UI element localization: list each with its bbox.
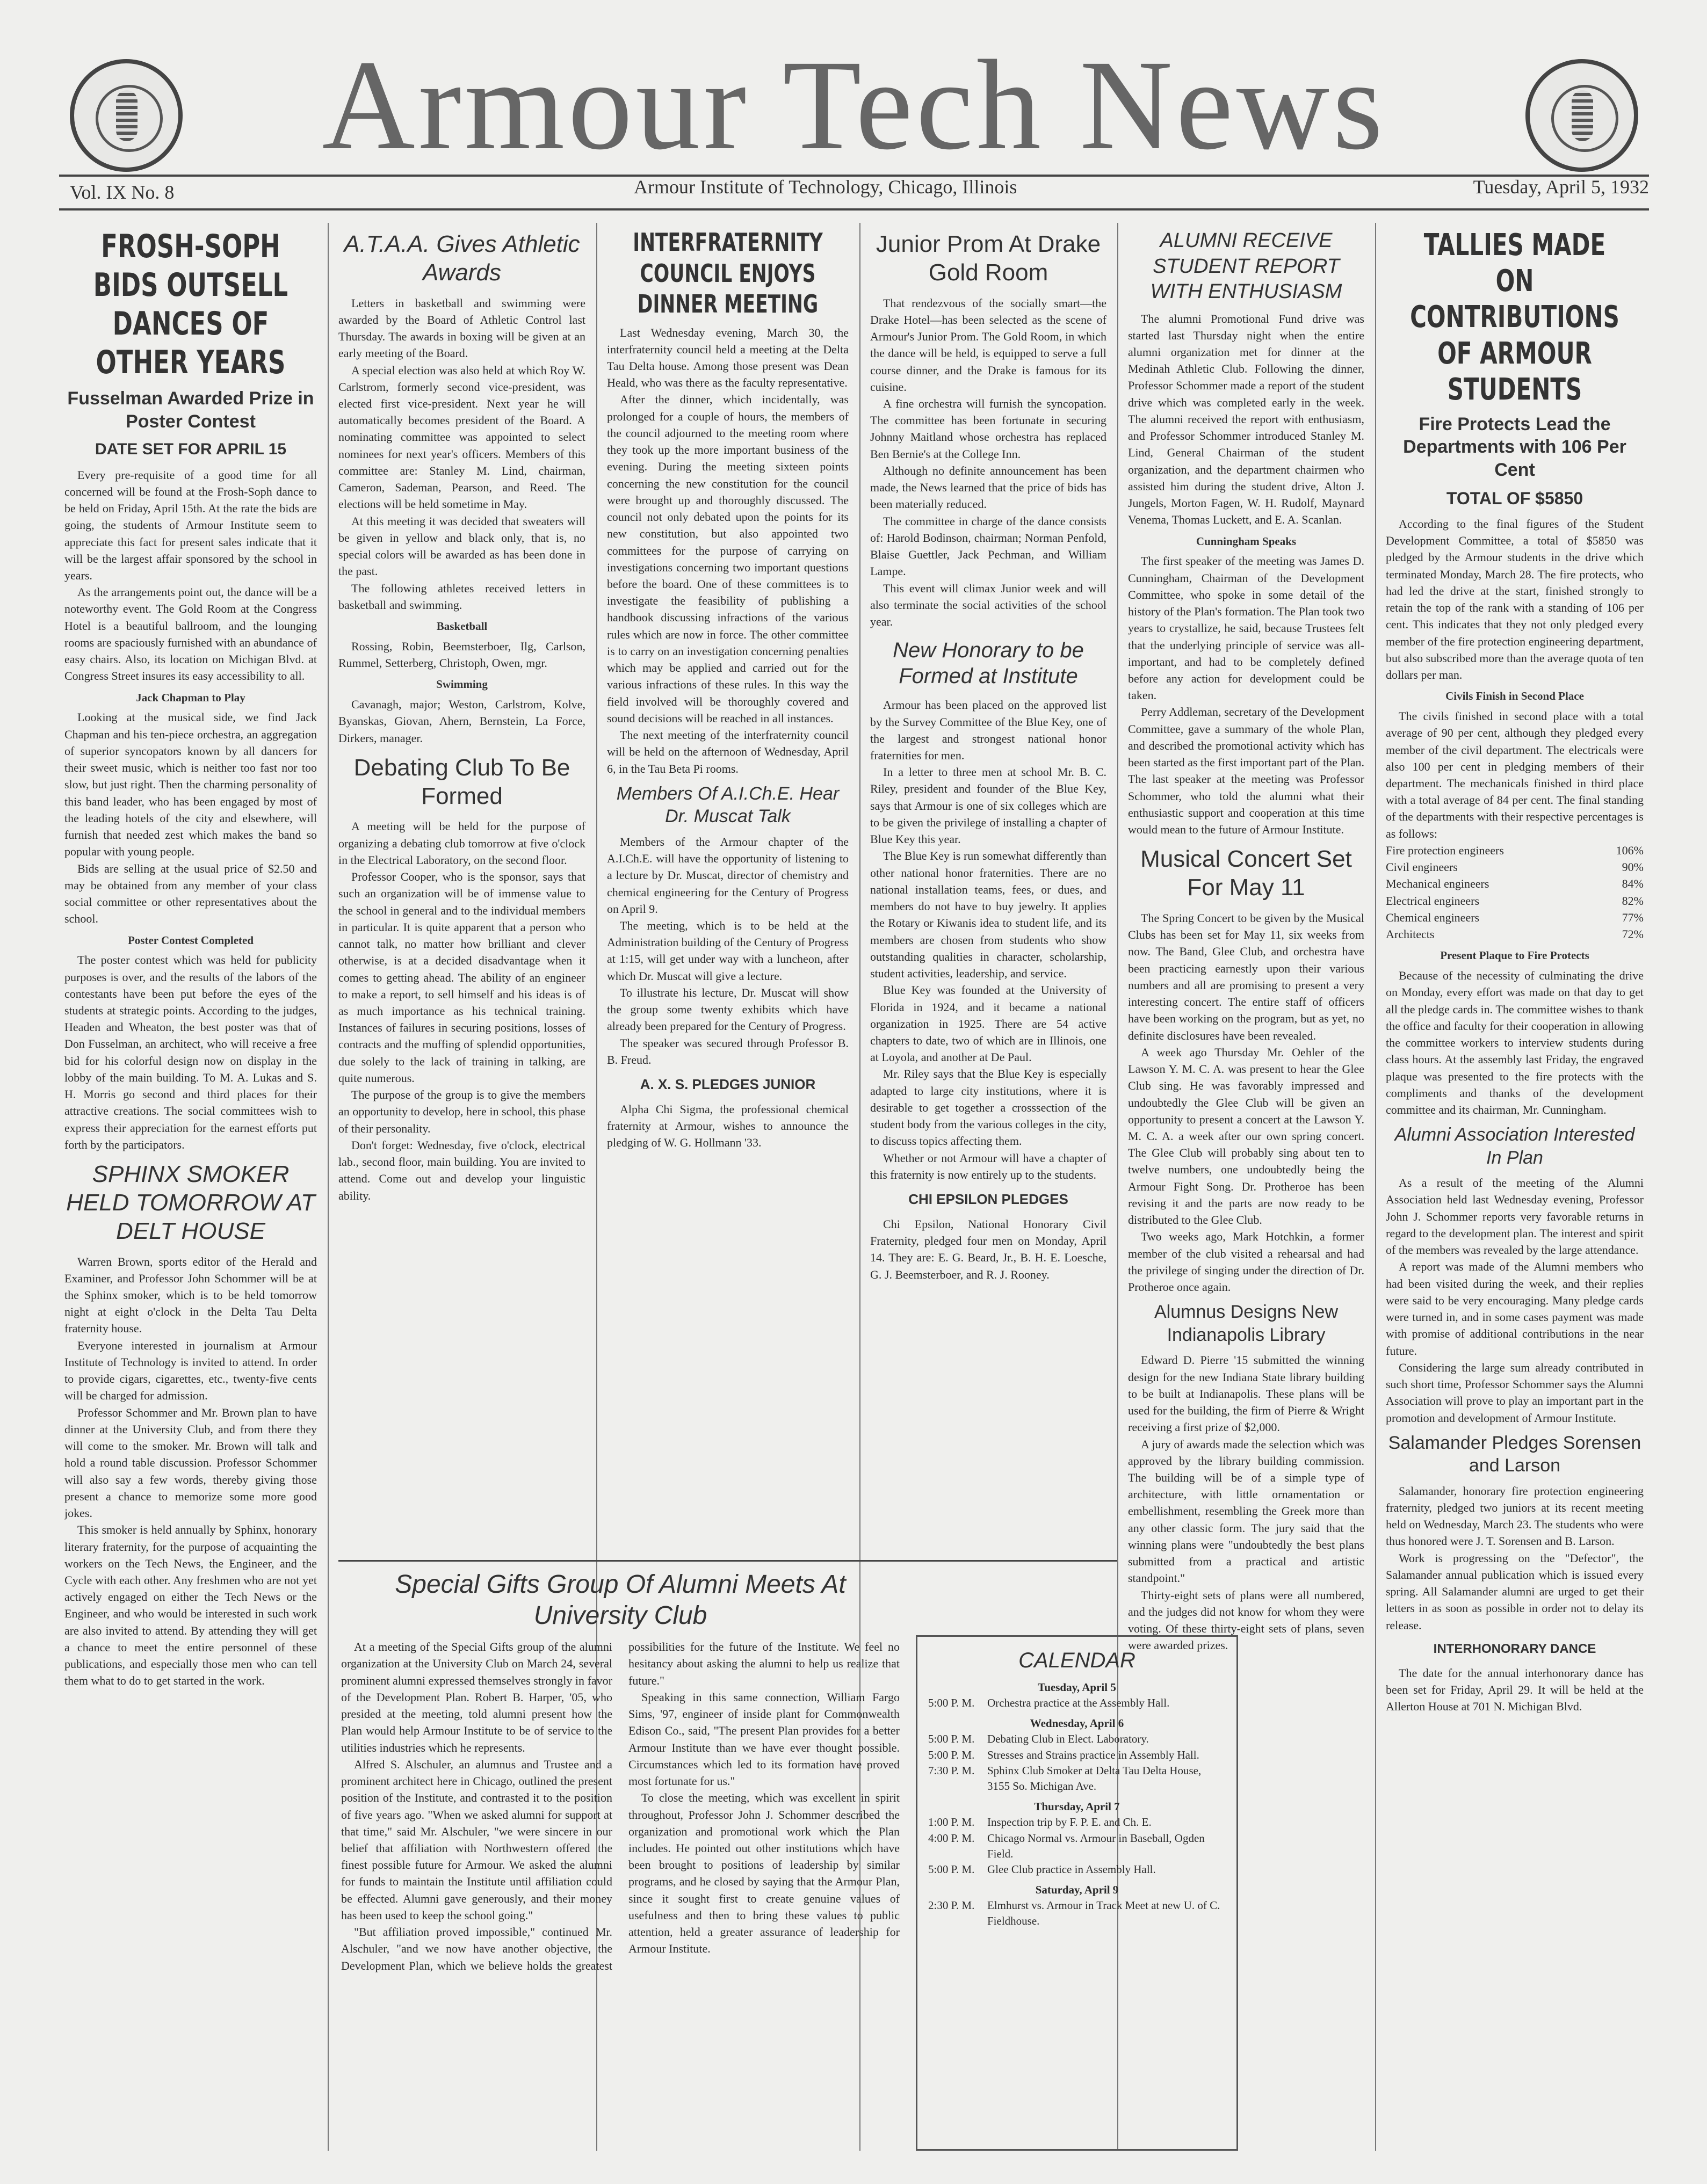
paragraph: A week ago Thursday Mr. Oehler of the Lawson Y. M. C. A. was present to hear the Glee Club sing. He was favorably impressed and undoubtedly the Glee Club will be given an opportunity to present a concert at the Lawson Y. M. C. A. a week after our own spring concert. The Glee Club will probably sing about ten to twelve numbers, one undoubtedly being the Armour Fight Song. Dr. Protheroe has been revising it and the parts are now ready to be distributed to the Glee Club.	[1128, 1045, 1364, 1227]
paragraph: Although no definite announcement has been made, the News learned that the price of bids has been materially reduced.	[870, 463, 1106, 511]
paragraph: Salamander, honorary fire protection engineering fraternity, pledged two juniors at its recent meeting held on Wednesday, March 23. The students who were thus honored were J. T. Sorensen and B. Larson.	[1386, 1484, 1644, 1548]
column-4	[870, 223, 1106, 1630]
standings-row	[1386, 875, 1644, 892]
paragraph: Rossing, Robin, Beemsterboer, Ilg, Carlson, Rummel, Setterberg, Christoph, Owen, mgr.	[338, 639, 585, 670]
paragraph: Letters in basketball and swimming were awarded by the Board of Athletic Control last Thursday. The awards in boxing will be given at an early meeting of the Board.	[338, 296, 585, 360]
paragraph: Professor Schommer and Mr. Brown plan to have dinner at the University Club, and from there they will come to the smoker. Mr. Brown will talk and hold a round table discussion. Professor Schommer will also say a few words, thereby giving those present a chance to memorize some more good jokes.	[64, 1405, 317, 1520]
headline-debating-club: Debating Club To Be Formed	[353, 754, 570, 809]
subhead: Poster Contest Completed	[127, 933, 254, 947]
paragraph: A fine orchestra will furnish the syncopation. The committee has been fortunate in securing Johnny Maitland whose orchestra has replaced Ben Bernie's at the College Inn.	[870, 397, 1106, 461]
paragraph: The civils finished in second place with a total average of 90 per cent, although they pledged every member of the civil department. The electricals were also 100 per cent in pledging members of their department. The mechanicals finished in third place with a total average of 84 per cent. The final standing of the departments with their respective percentages is as follows:	[1386, 709, 1644, 840]
subhead: Cunningham Speaks	[1196, 534, 1297, 548]
issue-info-bar	[59, 175, 1649, 207]
paragraph: The speaker was secured through Professor B. B. Freud.	[607, 1036, 849, 1066]
headline-junior-prom: Junior Prom At Drake Gold Room	[876, 231, 1101, 286]
paragraph: According to the final figures of the Student Development Committee, a total of $5850 was pledged by the Armour students in the drive which terminated Monday, March 28. The fire protects, who had led the drive at the start, finished strongly to retain the top of the rank with a standing of 106 per cent. This indicates that they not only pledged every member of the fire protection engineering department, but also subscribed more than the average quota of ten dollars per man.	[1386, 517, 1644, 681]
paragraph: The next meeting of the interfraternity council will be held on the afternoon of Wednesday, April 6, in the Tau Beta Pi rooms.	[607, 728, 849, 775]
event-time: 5:00 P. M.	[928, 1732, 975, 1746]
newspaper-title: Armour Tech News	[322, 33, 1386, 176]
headline-axs: A. X. S. PLEDGES JUNIOR	[640, 1076, 816, 1093]
department-percent: 77%	[1622, 910, 1644, 924]
paragraph: Members of the Armour chapter of the A.I.Ch.E. will have the opportunity of listening to a lecture by Dr. Muscat, director of chemistry and chemical engineering for the Century of Progress on April 9.	[607, 835, 849, 916]
masthead-rule-bottom	[59, 208, 1649, 211]
masthead	[59, 16, 1649, 193]
newspaper-page	[59, 16, 1649, 2164]
department-name: Chemical engineers	[1386, 910, 1480, 924]
paragraph: As a result of the meeting of the Alumni Association held last Wednesday evening, Professor John J. Schommer reports very favorable returns in regard to the development plan. The interest and spirit of the members was revealed by the large attendance.	[1386, 1176, 1644, 1257]
paragraph: Don't forget: Wednesday, five o'clock, electrical lab., second floor, main building. You are invited to attend. Come out and develop your linguistic ability.	[338, 1138, 585, 1202]
calendar-day: Thursday, April 7	[1034, 1800, 1120, 1813]
department-name: Mechanical engineers	[1386, 877, 1489, 891]
headline-athletic-awards: A.T.A.A. Gives Athletic Awards	[344, 231, 580, 286]
paragraph: Alfred S. Alschuler, an alumnus and Trustee and a prominent architect here in Chicago, outlined the present position of the Institute, and contrasted it to the position of five years ago. "When we asked alumni for support at that time," said Mr. Alschuler, "we were sincere in our belief that affiliation with Northwestern offered the finest possible future for Armour. We asked the alumni for funds to maintain the Institute until affiliation could be effected. Alumni gave generously, and their money has been used to keep the school going."	[341, 1757, 612, 1922]
column-divider	[1375, 223, 1376, 2151]
issue-date: Tuesday, April 5, 1932	[1473, 176, 1649, 198]
paragraph: Chi Epsilon, National Honorary Civil Fraternity, pledged four men on Monday, April 14. They are: E. G. Beard, Jr., B. H. E. Loesche, G. J. Beemsterboer, and R. J. Rooney.	[870, 1217, 1106, 1281]
paragraph: Perry Addleman, secretary of the Development Committee, gave a summary of the whole Plan, and described the promotional activity which has been started as the first important part of the Plan. The last speaker at the meeting was Professor Schommer, who told the alumni what their enthusiastic support and cooperation at this time would mean to the future of Armour Institute.	[1128, 705, 1364, 837]
event-text: Debating Club in Elect. Laboratory.	[987, 1732, 1149, 1746]
headline-chi-epsilon: CHI EPSILON PLEDGES	[908, 1191, 1068, 1208]
paragraph: Warren Brown, sports editor of the Herald and Examiner, and Professor John Schommer will be at the Sphinx smoker, which is to be held tomorrow night at eight o'clock in the Delta Tau Delta fraternity house.	[64, 1254, 317, 1336]
headline-aiche: Members Of A.I.Ch.E. Hear Dr. Muscat Talk	[616, 783, 840, 827]
subhead: Swimming	[436, 678, 488, 691]
volume-number: Vol. IX No. 8	[70, 182, 175, 203]
paragraph: This event will climax Junior week and will also terminate the social activities of the school year.	[870, 581, 1106, 629]
standings-row	[1386, 926, 1644, 942]
column-5	[1128, 223, 1364, 2156]
paragraph: Speaking in this same connection, William Fargo Sims, '97, engineer of inside plant for Commonwealth Edison Co., said, "The present Plan provides for a better Armour Institute than we have ever thought possible. Circumstances which led to its formation have proved most fortunate for us."	[628, 1690, 900, 1788]
column-1	[64, 223, 317, 2156]
deck-poster-contest: Fusselman Awarded Prize in Poster Contest	[67, 388, 314, 432]
institute-seal-left	[70, 59, 183, 172]
publisher-place: Armour Institute of Technology, Chicago, Illinois	[634, 176, 1017, 198]
event-time: 4:00 P. M.	[928, 1831, 975, 1845]
standings-row	[1386, 893, 1644, 909]
headline-special-gifts: Special Gifts Group Of Alumni Meets At University Club	[395, 1570, 846, 1630]
paragraph: Edward D. Pierre '15 submitted the winning design for the new Indiana State library building to be built at Indianapolis. These plans will be used for the building, the firm of Pierre & Wright receiving a first prize of $2,000.	[1128, 1353, 1364, 1434]
subhead: Present Plaque to Fire Protects	[1440, 949, 1589, 962]
department-name: Fire protection engineers	[1386, 843, 1504, 857]
headline-salamander: Salamander Pledges Sorensen and Larson	[1388, 1432, 1641, 1476]
event-text: Glee Club practice in Assembly Hall.	[987, 1863, 1156, 1876]
department-name: Architects	[1386, 927, 1435, 941]
event-time: 7:30 P. M.	[928, 1764, 975, 1777]
headline-alumni-association: Alumni Association Interested In Plan	[1394, 1124, 1635, 1168]
event-text: Orchestra practice at the Assembly Hall.	[987, 1696, 1170, 1710]
calendar-title: CALENDAR	[1018, 1649, 1135, 1672]
paragraph: At this meeting it was decided that sweaters will be given in yellow and black only, that is, no special colors will be awarded as has been done in the past.	[338, 514, 585, 578]
paragraph: Thirty-eight sets of plans were all numbered, and the judges did not know for whom they were voting. Of these thirty-eight sets of plans, seven were awarded prizes.	[1128, 1588, 1364, 1652]
department-name: Civil engineers	[1386, 860, 1458, 874]
headline-frosh-soph: FROSH-SOPH BIDS OUTSELL DANCES OF OTHER YEARS	[93, 228, 288, 381]
subhead: Basketball	[436, 620, 488, 633]
paragraph: In a letter to three men at school Mr. B. C. Riley, president and founder of the Blue Key, says that Armour is one of six colleges which are to be given the privilege of installing a chapter of Blue Key this year.	[870, 765, 1106, 846]
department-percent: 106%	[1616, 843, 1644, 857]
calendar-day: Saturday, April 9	[1035, 1883, 1119, 1896]
event-text: Stresses and Strains practice in Assembly Hall.	[987, 1748, 1199, 1761]
headline-alumni-receive: ALUMNI RECEIVE STUDENT REPORT WITH ENTHUSIASM	[1150, 229, 1342, 303]
headline-sphinx-smoker: SPHINX SMOKER HELD TOMORROW AT DELT HOUSE	[66, 1161, 315, 1244]
paragraph: The purpose of the group is to give the members an opportunity to develop, here in school, this phase of their personality.	[338, 1088, 585, 1135]
calendar-day: Tuesday, April 5	[1038, 1681, 1116, 1694]
paragraph: Whether or not Armour will have a chapter of this fraternity is now entirely up to the students.	[870, 1151, 1106, 1181]
column-6	[1386, 223, 1644, 2156]
department-percent: 72%	[1622, 927, 1644, 941]
paragraph: "But affiliation proved impossible," continued Mr. Alschuler, "and we now have another objective, the Development Plan, which we believe holds the greatest possibilities for the future of the Institute. We feel no hesitancy about asking the alumni to help us realize that future."	[341, 1640, 900, 1972]
paragraph: Considering the large sum already contributed in such short time, Professor Schommer says the Alumni Association will prove to play an important part in the promotion and development of Armour Institute.	[1386, 1360, 1644, 1425]
paragraph: Everyone interested in journalism at Armour Institute of Technology is invited to attend. In order to provide cigars, cigarettes, etc., twenty-five cents will be charged for admission.	[64, 1338, 317, 1403]
standings-row	[1386, 859, 1644, 875]
paragraph: Every pre-requisite of a good time for all concerned will be found at the Frosh-Soph dance to be held on Friday, April 15th. At the rate the bids are going, the students of Armour Institute seem to appreciate this fact for present sales indicate that it will be the largest affair sponsored by the school in years.	[64, 468, 317, 582]
calendar-day: Wednesday, April 6	[1030, 1716, 1124, 1730]
article-special-gifts	[341, 1562, 900, 2158]
paragraph: Blue Key was founded at the University of Florida in 1924, and it became a national organization in 1925. There are 54 active chapters to date, two of which are in Illinois, one at Loyola, and another at De Paul.	[870, 983, 1106, 1064]
headline-musical-concert: Musical Concert Set For May 11	[1140, 846, 1352, 901]
institute-seal-right	[1525, 59, 1638, 172]
headline-tallies: TALLIES MADE ON CONTRIBUTIONS OF ARMOUR STUDENTS	[1410, 228, 1619, 407]
headline-alumnus-library: Alumnus Designs New Indianapolis Library	[1154, 1302, 1339, 1345]
paragraph: Alpha Chi Sigma, the professional chemical fraternity at Armour, wishes to announce the pledging of W. G. Hollmann '33.	[607, 1102, 849, 1150]
standings-row	[1386, 909, 1644, 926]
column-divider	[328, 223, 329, 2151]
column-2	[338, 223, 585, 1555]
event-time: 5:00 P. M.	[928, 1748, 975, 1761]
paragraph: The meeting, which is to be held at the Administration building of the Century of Progress at 1:15, will get under way with a luncheon, after which Dr. Muscat will give a lecture.	[607, 919, 849, 983]
event-text: Chicago Normal vs. Armour in Baseball, Ogden Field.	[987, 1831, 1205, 1860]
paragraph: After the dinner, which incidentally, was prolonged for a couple of hours, the members of the council adjourned to the meeting room where they took up the more important business of the evening. During the meeting sixteen points concerning the new constitution for the council were brought up and thoroughly discussed. The council not only debated upon the points for its new constitution, but also appointed two committees for the purpose of carrying on investigations concerning two important questions before the board. One of these committees is to investigate the feasibility of publishing a handbook discussing infractions of the various rules which are now in force. The other committee is to carry on an investigation concerning penalties which may be applied and carried out for the various infractions of these rules. In this way the field involved will be thoroughly covered and sound decisions will be reached in all instances.	[607, 393, 849, 725]
paragraph: The poster contest which was held for publicity purposes is over, and the results of the labors of the contestants have been put before the eyes of the students at strategic points. According to the judges, Headen and Wheaton, the best poster was that of Don Fusselman, an architect, who will receive a free bid for his colorful design now on display in the lobby of the main building. To M. A. Lukas and S. H. Morris go second and third places for their attractive creations. The social committees wish to express their appreciation for the earnest efforts put forth by the participators.	[64, 953, 317, 1151]
paragraph: Cavanagh, major; Weston, Carlstrom, Kolve, Byanskas, Giovan, Ahern, Bernstein, La Force, Dirkers, manager.	[338, 698, 585, 745]
event-text: Elmhurst vs. Armour in Track Meet at new U. of C. Fieldhouse.	[987, 1899, 1220, 1928]
paragraph: The first speaker of the meeting was James D. Cunningham, Chairman of the Development Committee, who spoke in some detail of the history of the Plan's formation. The Plan took two years to crystallize, he said, because Trustees felt that the underlying principle of service was all-important, and had to be completely defined before any action for development could be taken.	[1128, 554, 1364, 702]
event-time: 5:00 P. M.	[928, 1696, 975, 1710]
paragraph: A report was made of the Alumni members who had been visited during the week, and their replies were said to be very encouraging. Many pledge cards were turned in, and in some cases payment was made with promise of additional contributions in the near future.	[1386, 1260, 1644, 1358]
event-time: 1:00 P. M.	[928, 1816, 975, 1829]
paragraph: The committee in charge of the dance consists of: Harold Bodinson, chairman; Norman Penfold, Blaise Guettler, Jack Pechman, and William Lampe.	[870, 514, 1106, 578]
standings-row	[1386, 842, 1644, 859]
paragraph: Two weeks ago, Mark Hotchkin, a former member of the club visited a rehearsal and had the privilege of singing under the direction of Dr. Protheroe once again.	[1128, 1230, 1364, 1294]
headline-new-honorary: New Honorary to be Formed at Institute	[893, 638, 1084, 688]
event-time: 2:30 P. M.	[928, 1899, 975, 1912]
paragraph: As the arrangements point out, the dance will be a noteworthy event. The Gold Room at the Congress Hotel is a beautiful ballroom, and the lounging rooms are spaciously furnished with an abundance of easy chairs. Also, its location on Michigan Blvd. at Congress Street insures its easy accessibility to all.	[64, 585, 317, 683]
department-percent: 84%	[1622, 877, 1644, 891]
paragraph: Work is progressing on the "Defector", the Salamander annual publication which is issued every spring. All Salamander alumni are urged to get their letters in as soon as possible in order not to delay its release.	[1386, 1551, 1644, 1632]
paragraph: Looking at the musical side, we find Jack Chapman and his ten-piece orchestra, an aggregation of superior syncopators known by all dancers for their sweet music, which is neither too fast nor too slow, but just right. Then the charming personality of this band leader, who has been engaged by most of the leading hotels of the city and elsewhere, will furnish that needed zest which makes the band so popular with young people.	[64, 710, 317, 859]
paragraph: At a meeting of the Special Gifts group of the alumni organization at the University Club on March 24, several prominent alumni expressed themselves strongly in favor of the Development Plan. Robert B. Harper, '05, who presided at the meeting, told alumni present how the Plan would help Armour Institute to be of service to the utilities industries which he represents.	[341, 1640, 612, 1754]
headline-interhonorary: INTERHONORARY DANCE	[1433, 1641, 1596, 1656]
subhead: Jack Chapman to Play	[136, 691, 245, 704]
event-text: Sphinx Club Smoker at Delta Tau Delta House, 3155 So. Michigan Ave.	[987, 1764, 1202, 1793]
standings-table	[1386, 842, 1644, 942]
paragraph: That rendezvous of the socially smart—the Drake Hotel—has been selected as the scene of Armour's Junior Prom. The Gold Room, in which the dance will be held, is equipped to serve a full course dinner, and the Drake is famous for its cuisine.	[870, 296, 1106, 394]
paragraph: Armour has been placed on the approved list by the Survey Committee of the Blue Key, one of the largest and strongest national honor fraternities for men.	[870, 698, 1106, 762]
department-percent: 82%	[1622, 894, 1644, 908]
paragraph: The Blue Key is run somewhat differently than other national honor fraternities. There are no national installation teams, fees, or dues, and members do not have to buy jewelry. It applies the Rotary or Kiwanis idea to student life, and its members are chosen from students who show outstanding qualities in character, scholarship, student activities, leadership, and service.	[870, 849, 1106, 981]
deck-fire-protects: Fire Protects Lead the Departments with 106 Per Cent	[1403, 413, 1626, 480]
deck-date: DATE SET FOR APRIL 15	[95, 440, 287, 458]
paragraph: Bids are selling at the usual price of $2.50 and may be obtained from any member of your class social committee or other representatives about the school.	[64, 861, 317, 926]
paragraph: To close the meeting, which was excellent in spirit throughout, Professor John J. Schommer described the organization and promotional work which the Plan includes. He pointed out other institutions which have been brought to positions of leadership by similar programs, and he closed by saying that the Armour Plan, since it sought first to create genuine values of usefulness and then to bring these values to public attention, held a greater assurance of leadership for Armour Institute.	[628, 1791, 900, 1956]
paragraph: A special election was also held at which Roy W. Carlstrom, formerly second vice-president, was elected first vice-president. Next year he will automatically becomes president of the Board. A nominating committee was appointed to select nominees for next year's officers. Members of this committee are: Stanley M. Lind, chairman, Cameron, Sademan, Pearson, and Reed. The elections will be held sometime in May.	[338, 363, 585, 511]
paragraph: This smoker is held annually by Sphinx, honorary literary fraternity, for the purpose of acquainting the workers on the Tech News, the Engineer, and the Cycle with each other. Any freshmen who are not yet actively engaged on either the Tech News or the Engineer, and who would be interested in such work are also invited to attend. By attending they will get a chance to meet the entire personnel of these publications, and especially those men who can tell them what to do to get started in the work.	[64, 1523, 317, 1688]
deck-total: TOTAL OF $5850	[1446, 489, 1583, 509]
paragraph: A meeting will be held for the purpose of organizing a debating club tomorrow at five o'clock in the Electrical Laboratory, on the second floor.	[338, 819, 585, 867]
paragraph: A jury of awards made the selection which was approved by the library building commission. The building will be of a simple type of architecture, with little ornamentation or embellishment, resembling the Greek more than any other classic form. The jury said that the winning plans were "undoubtedly the best plans submitted from a practical and artistic standpoint."	[1128, 1437, 1364, 1585]
department-percent: 90%	[1622, 860, 1644, 874]
paragraph: Mr. Riley says that the Blue Key is especially adapted to large city institutions, where it is desirable to get together a crosssection of the student body from the various colleges in the city, to discuss topics affecting them.	[870, 1067, 1106, 1148]
event-time: 5:00 P. M.	[928, 1863, 975, 1876]
paragraph: The Spring Concert to be given by the Musical Clubs has been set for May 11, six weeks from now. The Band, Glee Club, and orchestra have been practicing earnestly upon their various numbers and all are promising to present a very interesting concert. The entire staff of officers have been working on the program, but as yet, no definite disclosures have been revealed.	[1128, 911, 1364, 1042]
paragraph: Because of the necessity of culminating the drive on Monday, every effort was made on that day to get all the pledge cards in. The committee wishes to thank the office and faculty for their cooperation in allowing the committee workers to interview students during class hours. At the assembly last Friday, the engraved plaque was presented to the fire protects with the compliments and thanks of the development committee and its chairman, Mr. Cunningham.	[1386, 969, 1644, 1116]
paragraph: The following athletes received letters in basketball and swimming.	[338, 581, 585, 612]
paragraph: The date for the annual interhonorary dance has been set for Friday, April 29. It will be held at the Allerton House at 701 N. Michigan Blvd.	[1386, 1666, 1644, 1714]
paragraph: To illustrate his lecture, Dr. Muscat will show the group some twenty exhibits which have already been prepared for the Century of Progress.	[607, 985, 849, 1033]
subhead: Civils Finish in Second Place	[1445, 690, 1584, 703]
column-3	[607, 223, 849, 1555]
paragraph: The alumni Promotional Fund drive was started last Thursday night when the entire alumni organization met for dinner at the Medinah Athletic Club. Following the dinner, Professor Schommer made a report of the student drive which was completed early in the week. The alumni received the report with enthusiasm, and Professor Schommer introduced Stanley M. Lind, General Chairman of the student organization, and the department chairmen who assisted him during the student drive, Alton J. Jungels, Morton Fagen, W. H. Rudolf, Maynard Venema, Thomas Luckett, and E. A. Scanlan.	[1128, 311, 1364, 527]
department-name: Electrical engineers	[1386, 894, 1480, 908]
event-text: Inspection trip by F. P. E. and Ch. E.	[987, 1816, 1152, 1829]
headline-interfraternity: INTERFRATERNITY COUNCIL ENJOYS DINNER MEETING	[633, 228, 823, 318]
paragraph: Professor Cooper, who is the sponsor, says that such an organization will be of immense value to the school in general and to the individual members in particular. It is quite apparent that a person who cannot talk, no matter how brilliant and clever otherwise, is at a decided disadvantage when it comes to getting ahead. The ability of an engineer to make a report, to sell himself and his ideas is of as much importance as his technical training. Instances of failures in securing positions, losses of contracts and the muffing of splendid opportunities, due solely to the lack of training in talking, are quite numerous.	[338, 870, 585, 1085]
paragraph: Last Wednesday evening, March 30, the interfraternity council held a meeting at the Delta Tau Delta house. Among those present was Dean Heald, who was there as the faculty representative.	[607, 325, 849, 390]
